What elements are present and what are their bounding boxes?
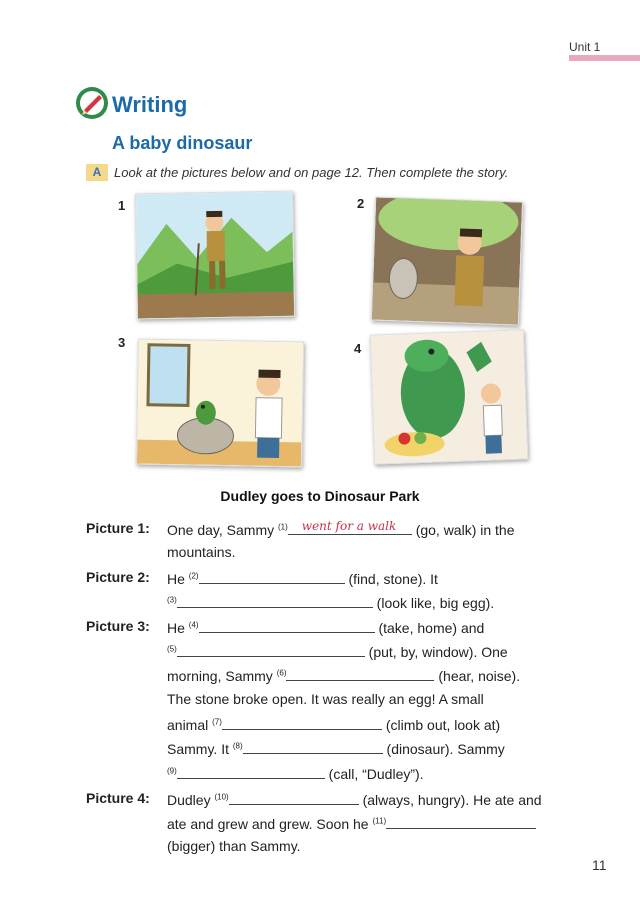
- text: (go, walk) in the: [415, 522, 515, 538]
- instruction-badge: A: [86, 164, 108, 181]
- hint: (dinosaur). Sammy: [386, 741, 505, 757]
- picture-4-label: Picture 4:: [86, 790, 150, 806]
- picture-1-hiking: [135, 191, 295, 320]
- text: One day, Sammy: [167, 522, 275, 538]
- story-line: (bigger) than Sammy.: [167, 838, 301, 854]
- filled-answer: went for a walk: [301, 519, 397, 533]
- hint: (look like, big egg).: [376, 595, 495, 611]
- picture-1-label: Picture 1:: [86, 520, 150, 536]
- pencil-icon: [75, 86, 109, 120]
- answer-blank-6[interactable]: [286, 666, 434, 681]
- picture-number-1: 1: [118, 198, 126, 213]
- picture-4-big-dinosaur: [370, 329, 528, 464]
- answer-blank-9[interactable]: [177, 764, 325, 779]
- picture-2-label: Picture 2:: [86, 569, 150, 585]
- picture-number-4: 4: [354, 341, 362, 356]
- blank-number: (8): [232, 741, 243, 751]
- blank-number: (1): [278, 522, 288, 532]
- picture-number-3: 3: [118, 335, 126, 350]
- blank-number: (7): [212, 717, 222, 727]
- story-line: [167, 642, 508, 660]
- section-subtitle: A baby dinosaur: [112, 133, 253, 153]
- text: He: [167, 620, 185, 636]
- text: He: [167, 571, 185, 587]
- story-line: [167, 666, 520, 684]
- text: Sammy. It: [167, 741, 229, 757]
- hint: (call, “Dudley”).: [328, 766, 424, 782]
- unit-bar: [569, 55, 640, 61]
- instruction-text: Look at the pictures below and on page 12. Then complete the story.: [114, 165, 509, 180]
- text: ate and grew and grew. Soon he: [167, 816, 369, 832]
- answer-blank-5[interactable]: [177, 642, 365, 657]
- story-line: [167, 764, 424, 782]
- answer-blank-1[interactable]: [288, 520, 412, 535]
- story-line: mountains.: [167, 544, 236, 560]
- story-line: [167, 814, 536, 832]
- hint: (climb out, look at): [385, 717, 501, 733]
- answer-blank-11[interactable]: [386, 814, 536, 829]
- blank-number: (3): [167, 595, 177, 605]
- story-line: [167, 715, 500, 733]
- hint: (put, by, window). One: [368, 644, 508, 660]
- blank-number: (2): [188, 571, 199, 581]
- text: animal: [167, 717, 209, 733]
- answer-blank-7[interactable]: [222, 715, 382, 730]
- blank-number: (5): [167, 644, 177, 654]
- page-number: 11: [592, 857, 607, 873]
- story-line: The stone broke open. It was really an egg! A small: [167, 691, 484, 707]
- picture-2-egg-cave: [371, 196, 523, 325]
- blank-number: (11): [372, 816, 387, 826]
- blank-number: (6): [276, 668, 287, 678]
- story-line: [167, 569, 438, 587]
- story-line: [167, 790, 542, 808]
- answer-blank-8[interactable]: [243, 739, 383, 754]
- picture-3-hatching: [136, 339, 304, 468]
- story-line: [167, 618, 484, 636]
- unit-label: Unit 1: [569, 40, 601, 54]
- blank-number: (10): [214, 792, 229, 802]
- hint: (always, hungry). He ate and: [362, 792, 542, 808]
- answer-blank-4[interactable]: [199, 618, 375, 633]
- blank-number: (9): [167, 766, 177, 776]
- hint: (take, home) and: [378, 620, 485, 636]
- hint: (hear, noise).: [438, 668, 521, 684]
- answer-blank-10[interactable]: [229, 790, 359, 805]
- story-title: Dudley goes to Dinosaur Park: [220, 488, 420, 504]
- story-line: [167, 739, 505, 757]
- text: morning, Sammy: [167, 668, 273, 684]
- story-line: [167, 593, 494, 611]
- answer-blank-2[interactable]: [199, 569, 345, 584]
- picture-number-2: 2: [357, 196, 365, 211]
- picture-3-label: Picture 3:: [86, 618, 150, 634]
- story-line: [167, 520, 515, 538]
- answer-blank-3[interactable]: [177, 593, 373, 608]
- blank-number: (4): [188, 620, 199, 630]
- section-title: Writing: [112, 92, 188, 117]
- hint: (find, stone). It: [348, 571, 438, 587]
- text: Dudley: [167, 792, 211, 808]
